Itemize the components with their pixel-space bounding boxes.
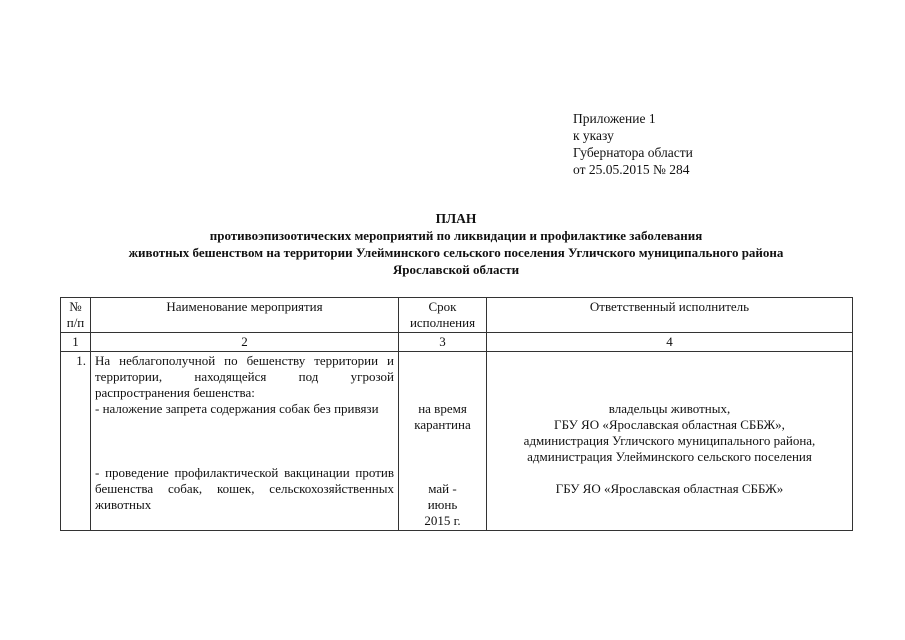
title-line: Ярославской области: [392, 262, 520, 277]
appendix-line: от 25.05.2015 № 284: [573, 162, 690, 177]
term-value: на время карантина: [414, 401, 471, 432]
activity-intro: На неблагополучной по бешенству территории и территории, находящейся под угрозой распространения бешенства:: [95, 353, 394, 400]
appendix-line: к указу: [573, 128, 614, 143]
column-number: 3: [399, 333, 487, 352]
document-title: [60, 210, 852, 278]
appendix-line: Приложение 1: [573, 111, 656, 126]
table-header-row: [61, 298, 853, 333]
title-line: противоэпизоотических мероприятий по ликвидации и профилактике заболевания: [209, 228, 703, 243]
responsible-cell: [487, 352, 853, 531]
responsible-line: ГБУ ЯО «Ярославская областная СББЖ»,: [554, 417, 785, 432]
appendix-line: Губернатора области: [573, 145, 693, 160]
term-cell: [399, 352, 487, 531]
responsible-line: администрация Угличского муниципального района,: [523, 433, 816, 448]
header-activity: Наименование мероприятия: [91, 298, 399, 333]
activity-item: - наложение запрета содержания собак без привязи: [95, 401, 379, 416]
row-number: 1.: [61, 352, 91, 531]
plan-table: [60, 297, 853, 531]
term-value: июнь: [427, 497, 458, 512]
title-line: животных бешенством на территории Улейминского сельского поселения Угличского муниципального района: [128, 245, 784, 260]
responsible-line: администрация Улейминского сельского поселения: [527, 449, 812, 464]
column-number: 4: [487, 333, 853, 352]
activity-item: - проведение профилактической вакцинации против бешенства собак, кошек, сельскохозяйственных животных: [95, 465, 394, 512]
header-number: № п/п: [61, 298, 91, 333]
column-number-row: [61, 333, 853, 352]
responsible-line: ГБУ ЯО «Ярославская областная СББЖ»: [555, 481, 784, 496]
activity-cell: [91, 352, 399, 531]
responsible-line: владельцы животных,: [608, 401, 731, 416]
table-row: [61, 352, 853, 531]
column-number: 2: [91, 333, 399, 352]
header-responsible: Ответственный исполнитель: [487, 298, 853, 333]
title-main: ПЛАН: [435, 211, 477, 226]
appendix-reference: [573, 110, 693, 178]
column-number: 1: [61, 333, 91, 352]
term-value: май -: [428, 481, 457, 496]
header-term: Срок исполнения: [399, 298, 487, 333]
term-value: 2015 г.: [424, 513, 461, 528]
